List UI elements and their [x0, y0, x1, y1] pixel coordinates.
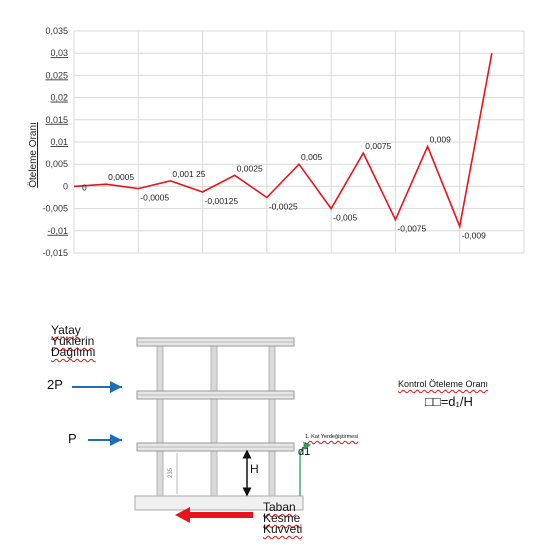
column-middle: [211, 344, 217, 496]
base-shear-line1: Taban: [263, 500, 296, 514]
data-label: -0,009: [461, 230, 486, 241]
data-label: 0,001 25: [172, 168, 206, 179]
base-shear-label: [263, 502, 302, 535]
data-label: 0,0005: [108, 172, 135, 183]
data-label: 0,0025: [236, 163, 263, 174]
lateral-load-title-line3: Dağılımı: [51, 345, 96, 359]
height-label: H: [250, 462, 259, 476]
data-label: -0,0075: [397, 223, 427, 234]
drift-label: d1: [298, 446, 311, 458]
lateral-load-title-line1: Yatay: [51, 323, 81, 337]
load-label-p: P: [68, 431, 77, 446]
drift-formula: □□=d₁/H: [425, 394, 473, 409]
frame-diagram: [0, 320, 533, 555]
y-tick-label: -0,015: [42, 248, 68, 258]
y-tick-label: 0,005: [45, 159, 68, 170]
load-label-2p: 2P: [47, 377, 63, 392]
data-label: 0,009: [429, 134, 451, 145]
data-label: 0,0075: [365, 141, 392, 152]
y-tick-label: 0,02: [50, 92, 68, 103]
y-tick-label: -0,005: [42, 203, 68, 214]
dimension-note: 235: [168, 467, 175, 479]
y-tick-label: 0,025: [45, 70, 68, 81]
y-tick-label: 0: [62, 181, 68, 192]
lateral-load-title-line2: Yüklerin: [51, 334, 95, 348]
y-tick-label: -0,01: [47, 225, 68, 236]
drift-ratio-chart: [0, 0, 533, 270]
data-label: -0,0025: [268, 201, 298, 212]
y-axis-ticks: [42, 26, 68, 258]
y-tick-label: 0,015: [45, 114, 68, 125]
data-label: -0,00125: [204, 195, 239, 206]
control-drift-title: Kontrol Öteleme Oranı: [398, 379, 489, 389]
data-label: 0: [82, 182, 87, 193]
y-tick-label: 0,03: [50, 48, 68, 59]
column-right: [269, 344, 275, 496]
y-axis-label: Öteleme Oranı: [28, 122, 39, 188]
column-left: [157, 344, 163, 496]
base-shear-line2: Kesme: [263, 511, 301, 525]
y-tick-label: 0,035: [45, 26, 68, 36]
data-label: 0,005: [301, 152, 323, 163]
base-shear-line3: Kuvveti: [263, 522, 303, 536]
story-drift-note: 1. Kat Yerdeğiştirmesi: [305, 434, 359, 440]
data-label: -0,005: [333, 212, 358, 223]
data-label: -0,0005: [140, 192, 170, 203]
lateral-load-title: [51, 325, 96, 358]
y-tick-label: 0,01: [50, 137, 68, 147]
